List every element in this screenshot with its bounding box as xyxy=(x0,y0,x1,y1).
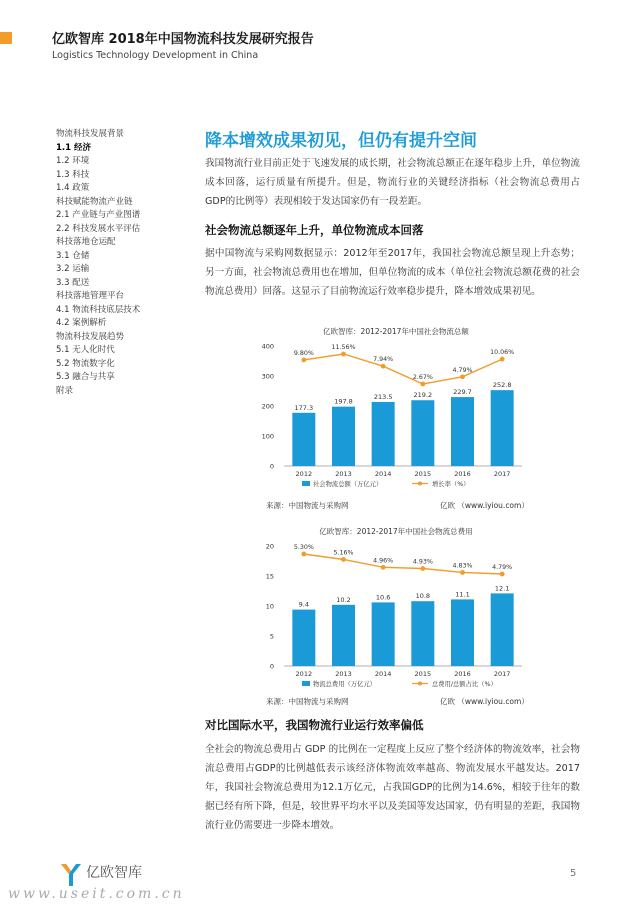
bar xyxy=(411,400,434,466)
bar-value-label: 9.4 xyxy=(298,600,310,609)
y-tick-label: 100 xyxy=(262,432,274,441)
chart1-source-left: 来源：中国物流与采购网 xyxy=(266,501,349,510)
bar-value-label: 11.1 xyxy=(455,590,470,599)
line-point xyxy=(460,374,465,379)
chart-logistics-total xyxy=(262,324,530,494)
line-value-label: 7.94% xyxy=(373,356,394,364)
bar-value-label: 10.8 xyxy=(415,592,431,601)
line-value-label: 4.93% xyxy=(412,558,433,566)
x-tick-label: 2016 xyxy=(454,470,471,478)
toc-item[interactable]: 1.1 经济 xyxy=(56,142,92,153)
line-point xyxy=(420,382,425,387)
toc-item[interactable]: 4.1 物流科技底层技术 xyxy=(56,304,141,315)
line-value-label: 4.83% xyxy=(452,562,473,570)
toc-item[interactable]: 科技赋能物流产业链 xyxy=(56,196,133,207)
line-point xyxy=(381,364,386,369)
bar-value-label: 197.8 xyxy=(334,397,353,406)
watermark: www.useit.com.cn xyxy=(8,886,185,902)
line-value-label: 4.96% xyxy=(373,557,394,565)
bar-value-label: 213.5 xyxy=(373,392,393,401)
toc-item[interactable]: 5.1 无人化时代 xyxy=(56,345,115,355)
bar-value-label: 252.8 xyxy=(492,381,512,390)
x-tick-label: 2014 xyxy=(374,470,392,478)
line-point xyxy=(341,557,346,562)
bar xyxy=(411,601,434,666)
toc-item[interactable]: 3.2 运输 xyxy=(56,264,90,274)
chart2-source-left: 来源：中国物流与采购网 xyxy=(266,697,349,706)
x-tick-label: 2017 xyxy=(493,670,511,678)
bar xyxy=(292,413,315,466)
bar-value-label: 219.2 xyxy=(413,391,433,400)
header-accent-bar xyxy=(0,32,12,44)
chart-title: 亿欧智库：2012-2017年中国社会物流总费用 xyxy=(319,527,473,536)
toc-item[interactable]: 4.2 案例解析 xyxy=(56,318,107,328)
line-point xyxy=(301,358,306,363)
report-subtitle: Logistics Technology Development in China xyxy=(52,50,259,61)
y-tick-label: 200 xyxy=(262,402,274,411)
line-point xyxy=(341,352,346,357)
line-value-label: 4.79% xyxy=(492,564,513,571)
bar xyxy=(292,610,315,666)
bar-value-label: 12.1 xyxy=(494,584,510,593)
x-tick-label: 2013 xyxy=(335,670,352,678)
legend-line-marker xyxy=(418,482,422,486)
toc-item[interactable]: 1.2 环境 xyxy=(56,156,90,166)
section-heading-logistics-total: 社会物流总额逐年上升，单位物流成本回落 xyxy=(205,223,424,237)
y-tick-label: 5 xyxy=(269,632,274,641)
bar xyxy=(372,602,395,666)
y-tick-label: 0 xyxy=(269,462,274,471)
line-point xyxy=(381,565,386,570)
bar xyxy=(491,593,514,666)
bar-value-label: 177.3 xyxy=(294,403,314,412)
bar-value-label: 229.7 xyxy=(453,388,472,397)
bar-value-label: 10.2 xyxy=(336,595,351,604)
toc-item[interactable]: 科技落地仓运配 xyxy=(56,237,116,247)
toc-item[interactable]: 2.1 产业链与产业图谱 xyxy=(56,210,141,220)
report-title: 亿欧智库 2018年中国物流科技发展研究报告 xyxy=(52,32,314,47)
y-tick-label: 300 xyxy=(262,372,274,381)
y-tick-label: 20 xyxy=(265,542,274,551)
legend-line-label: 总费用/总额占比（%） xyxy=(432,681,497,688)
legend-bar-swatch xyxy=(302,481,310,486)
bar xyxy=(491,390,514,466)
bar xyxy=(451,599,474,666)
y-tick-label: 15 xyxy=(265,572,274,581)
x-tick-label: 2016 xyxy=(454,670,471,678)
x-tick-label: 2012 xyxy=(295,670,313,678)
chart-logistics-cost xyxy=(262,524,530,694)
toc-item[interactable]: 5.3 融合与共享 xyxy=(56,372,115,382)
legend-line-label: 增长率（%） xyxy=(432,481,470,488)
legend-bar-label: 物流总费用（万亿元） xyxy=(313,681,376,688)
toc-item[interactable]: 2.2 科技发展水平评估 xyxy=(56,223,141,234)
y-tick-label: 10 xyxy=(265,602,274,611)
section-paragraph-logistics-total: 据中国物流与采购网数据显示：2012年至2017年，我国社会物流总额呈现上升态势；另一方面，社会物流总费用也在增加，但单位物流的成本（单位社会物流总额花费的社会物流总费用）回落。这显示了目前物流运行效率稳步提升，降本增效成果初见。 xyxy=(205,248,580,297)
chart-title: 亿欧智库：2012-2017年中国社会物流总额 xyxy=(323,327,469,336)
toc-item[interactable]: 3.1 仓储 xyxy=(56,250,90,261)
toc-item[interactable]: 3.3 配送 xyxy=(56,277,90,288)
bar-value-label: 10.6 xyxy=(375,593,391,602)
x-tick-label: 2015 xyxy=(414,670,432,678)
section-paragraph-international-comparison: 全社会的物流总费用占 GDP 的比例在一定程度上反应了整个经济体的物流效率，社会物流总费用占GDP的比例越低表示该经济体物流效率越高、物流发展水平越发达。2017年，我国社会物流总费用为12.1万亿元，占我国GDP的比例为14.6%，相较于往年的数据已经有所下降，但是，较世界平均水平以及美国等发达国家，仍有明显的差距，我国物流行业仍需要进一步降本增效。 xyxy=(205,744,580,831)
line-point xyxy=(500,572,505,577)
intro-paragraph: 我国物流行业目前正处于飞速发展的成长期，社会物流总额正在逐年稳步上升，单位物流成本回落，运行质量有所提升。但是，物流行业的关键经济指标（社会物流总费用占GDP的比例等）表现相较于发达国家仍有一段差距。 xyxy=(205,158,580,207)
legend-bar-label: 社会物流总额（万亿元） xyxy=(313,481,383,488)
x-tick-label: 2012 xyxy=(295,470,313,478)
toc-item[interactable]: 5.2 物流数字化 xyxy=(56,358,115,369)
toc-item[interactable]: 附录 xyxy=(56,385,74,396)
bar xyxy=(332,605,355,666)
line-point xyxy=(460,570,465,575)
table-of-contents xyxy=(56,128,196,398)
line-value-label: 10.06% xyxy=(490,349,515,357)
toc-item[interactable]: 物流科技发展趋势 xyxy=(56,331,125,342)
footer-logo-text: 亿欧智库 xyxy=(86,865,142,881)
toc-item[interactable]: 物流科技发展背景 xyxy=(56,129,125,139)
legend-bar-swatch xyxy=(302,681,310,686)
y-tick-label: 0 xyxy=(269,662,274,671)
x-tick-label: 2015 xyxy=(414,470,432,478)
line-point xyxy=(500,357,505,362)
x-tick-label: 2017 xyxy=(493,470,511,478)
bar xyxy=(372,402,395,466)
chart-logistics-total-svg xyxy=(262,324,530,494)
page-number: 5 xyxy=(570,868,577,879)
line-point xyxy=(420,566,425,571)
line-value-label: 5.16% xyxy=(333,549,354,557)
legend-line-marker xyxy=(418,682,422,686)
line-point xyxy=(301,552,306,557)
toc-item[interactable]: 1.4 政策 xyxy=(56,183,90,193)
y-tick-label: 400 xyxy=(262,342,274,351)
x-tick-label: 2014 xyxy=(374,670,392,678)
chart1-source-right: 亿欧 （www.iyiou.com） xyxy=(440,501,529,510)
toc-item[interactable]: 科技落地管理平台 xyxy=(56,291,125,301)
x-tick-label: 2013 xyxy=(335,470,352,478)
line-value-label: 11.56% xyxy=(331,344,356,351)
line-value-label: 4.79% xyxy=(452,366,473,374)
chart-logistics-cost-svg xyxy=(262,524,530,694)
page-title: 降本增效成果初见，但仍有提升空间 xyxy=(205,131,477,151)
bar xyxy=(451,397,474,466)
chart2-source-right: 亿欧 （www.iyiou.com） xyxy=(440,697,529,706)
section-heading-international-comparison: 对比国际水平，我国物流行业运行效率偏低 xyxy=(205,718,424,732)
line-value-label: 2.67% xyxy=(412,374,433,381)
toc-item[interactable]: 1.3 科技 xyxy=(56,169,90,180)
line-value-label: 5.30% xyxy=(293,544,314,551)
line-value-label: 9.80% xyxy=(293,349,314,357)
bar xyxy=(332,407,355,466)
